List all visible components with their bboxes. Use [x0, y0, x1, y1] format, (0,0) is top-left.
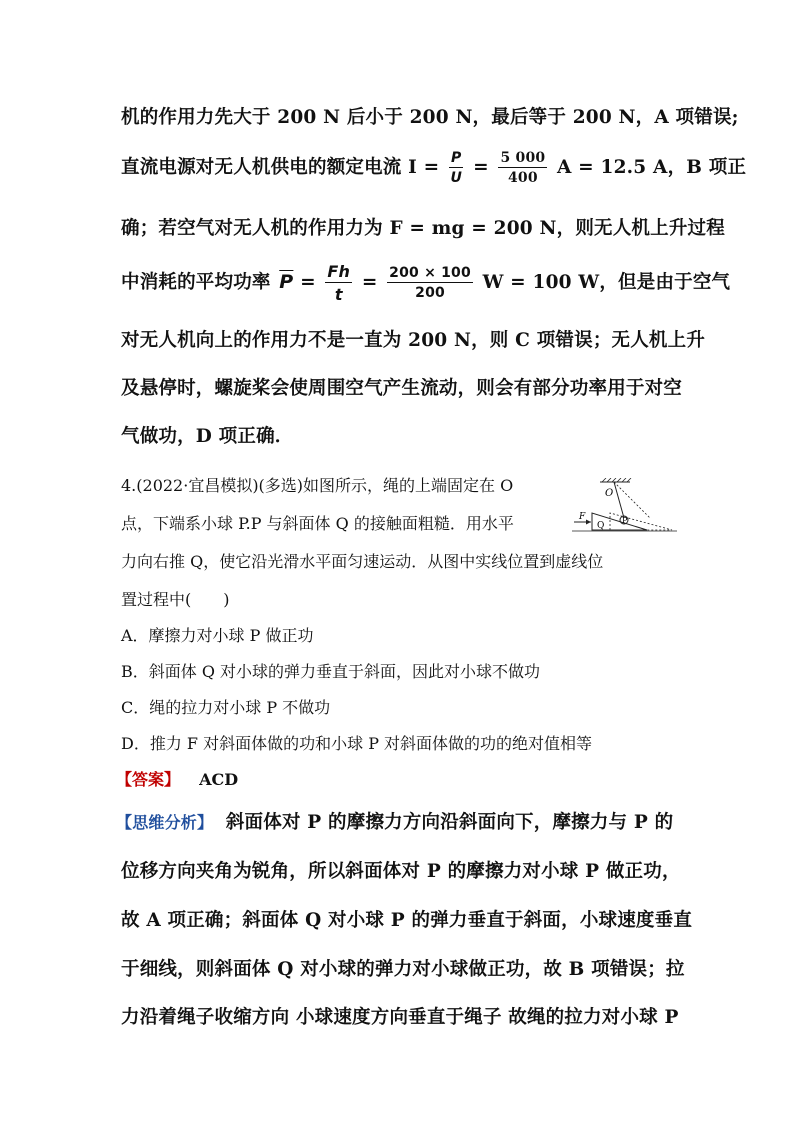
fraction-denominator: U	[450, 170, 463, 186]
fraction-denominator: t	[334, 285, 343, 304]
fraction-numerator: P	[451, 150, 462, 166]
incline-pendulum-figure	[572, 478, 677, 538]
fraction-numeric	[387, 265, 473, 301]
answer-label: 【答案】	[116, 770, 181, 789]
fraction-fh-over-t	[325, 262, 352, 304]
label-q: Q	[597, 521, 605, 531]
text-line: 气做功，D 项正确．	[121, 426, 294, 447]
equals-sign: =	[473, 157, 489, 178]
formula-suffix: W = 100 W，但是由于空气	[482, 272, 731, 293]
option-a: A．摩擦力对小球 P 做正功	[121, 626, 314, 645]
text-line: 及悬停时，螺旋桨会使周围空气产生流动，则会有部分功率用于对空	[121, 378, 683, 399]
equals-sign: =	[300, 272, 316, 293]
analysis-line: 于细线，则斜面体 Q 对小球的弹力对小球做正功，故 B 项错误；拉	[121, 959, 685, 980]
fraction-denominator: 200	[415, 285, 445, 301]
label-o: O	[605, 488, 614, 499]
analysis-line: 位移方向夹角为锐角，所以斜面体对 P 的摩擦力对小球 P 做正功，	[121, 861, 681, 882]
fraction-numerator: 200 × 100	[389, 265, 471, 281]
analysis-line: 力沿着绳子收缩方向 小球速度方向垂直于绳子 故绳的拉力对小球 P	[121, 1007, 679, 1028]
equals-sign: =	[361, 272, 378, 293]
text-line-current-formula	[121, 150, 746, 186]
text-line: 机的作用力先大于 200 N 后小于 200 N，最后等于 200 N，A 项错误;	[121, 107, 739, 128]
formula-suffix: A = 12.5 A，B 项正	[556, 157, 747, 178]
question-line: 点，下端系小球 P.P 与斜面体 Q 的接触面粗糙．用水平	[121, 514, 514, 533]
answer-value: ACD	[199, 770, 239, 789]
option-c: C．绳的拉力对小球 P 不做功	[121, 698, 331, 717]
analysis-text: 斜面体对 P 的摩擦力方向沿斜面向下，摩擦力与 P 的	[225, 812, 674, 833]
option-b: B．斜面体 Q 对小球的弹力垂直于斜面，因此对小球不做功	[121, 662, 541, 681]
text-line: 对无人机向上的作用力不是一直为 200 N，则 C 项错误；无人机上升	[121, 330, 706, 351]
average-power-symbol: $\overline{P}$	[279, 271, 294, 293]
question-line: 4.(2022·宜昌模拟)(多选)如图所示，绳的上端固定在 O	[121, 476, 514, 495]
formula-prefix: 中消耗的平均功率	[121, 272, 271, 293]
question-line: 置过程中( )	[121, 590, 230, 609]
question-line: 力向右推 Q，使它沿光滑水平面匀速运动．从图中实线位置到虚线位	[121, 552, 604, 571]
text-line-power-formula	[121, 262, 730, 304]
analysis-line: 故 A 项正确；斜面体 Q 对小球 P 的弹力垂直于斜面，小球速度垂直	[121, 910, 693, 931]
answer-line	[116, 767, 238, 790]
label-f: F	[579, 512, 586, 522]
fraction-p-over-u	[449, 150, 463, 186]
fraction-numerator: 5 000	[500, 150, 546, 166]
label-p: P	[622, 516, 628, 525]
analysis-label: 【思维分析】	[116, 813, 214, 832]
formula-prefix: 直流电源对无人机供电的额定电流 I =	[121, 157, 440, 178]
text-line: 确；若空气对无人机的作用力为 F = mg = 200 N，则无人机上升过程	[121, 218, 725, 239]
option-d: D．推力 F 对斜面体做的功和小球 P 对斜面体做的功的绝对值相等	[121, 734, 593, 753]
analysis-line	[116, 808, 673, 834]
fraction-numeric	[498, 150, 547, 186]
fraction-denominator: 400	[507, 170, 538, 186]
fraction-numerator: Fh	[327, 262, 351, 281]
